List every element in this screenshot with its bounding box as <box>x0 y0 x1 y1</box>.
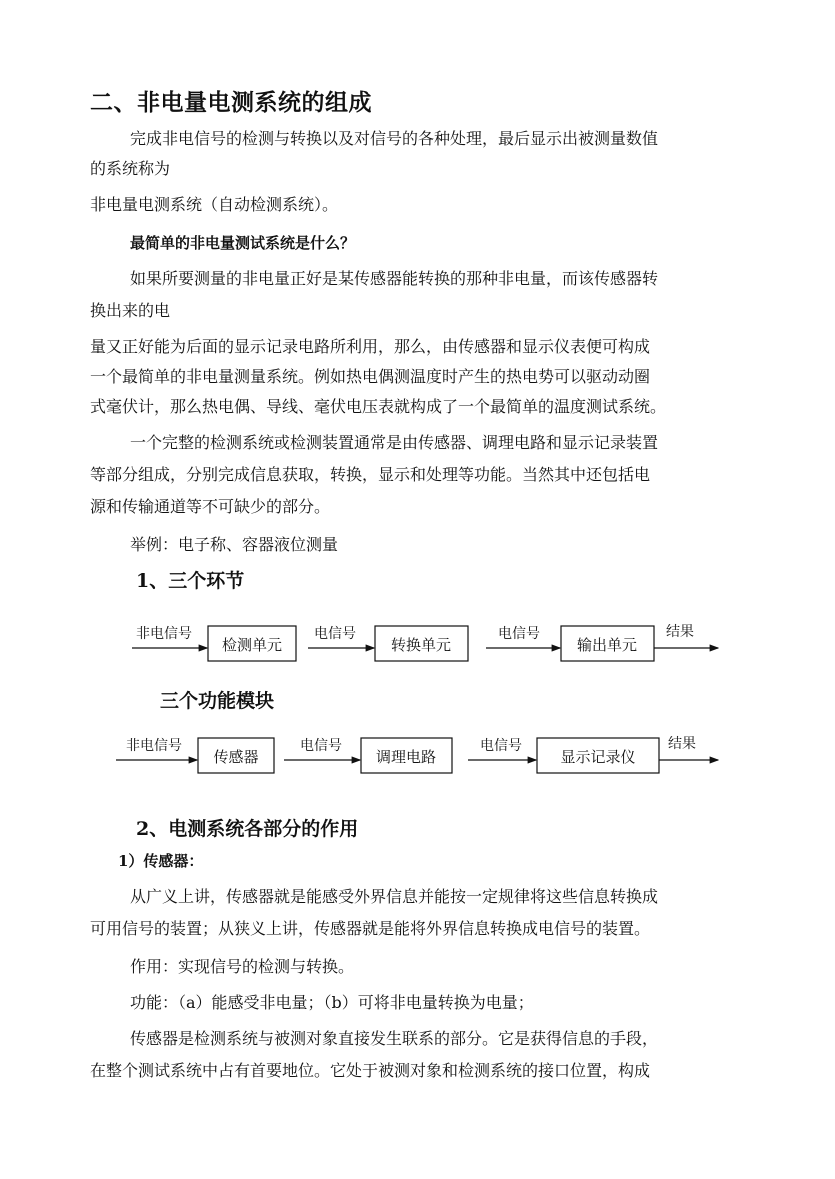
sensor-def-line-1: 从广义上讲，传感器就是能感受外界信息并能按一定规律将这些信息转换成 <box>130 887 659 906</box>
complete-line-2: 等部分组成，分别完成信息获取，转换，显示和处理等功能。当然其中还包括电 <box>90 465 651 484</box>
subheading-three-stages: 1、三个环节 <box>136 570 245 592</box>
input-label: 非电信号 <box>126 738 182 754</box>
conditioning-circuit-label: 调理电路 <box>375 748 437 766</box>
sensor-position-line-2: 在整个测试系统中占有首要地位。它处于被测对象和检测系统的接口位置，构成 <box>90 1061 651 1080</box>
complete-line-3: 源和传输通道等不可缺少的部分。 <box>90 497 331 516</box>
detection-unit-label: 检测单元 <box>221 636 283 654</box>
sensor-heading: 1）传感器： <box>118 852 204 870</box>
subheading-three-modules: 三个功能模块 <box>160 690 275 712</box>
complete-line-1: 一个完整的检测系统或检测装置通常是由传感器、调理电路和显示记录装置 <box>130 433 659 452</box>
display-recorder-label: 显示记录仪 <box>560 748 636 766</box>
mid-label-2: 电信号 <box>498 626 540 642</box>
answer-line-5: 式毫伏计，那么热电偶、导线、毫伏电压表就构成了一个最简单的温度测试系统。 <box>90 397 667 416</box>
answer-line-3: 量又正好能为后面的显示记录电路所利用，那么，由传感器和显示仪表便可构成 <box>90 337 651 356</box>
sensor-label: 传感器 <box>213 748 259 766</box>
conversion-unit-label: 转换单元 <box>390 636 452 654</box>
output-label: 结果 <box>666 624 694 640</box>
intro-line-1: 完成非电信号的检测与转换以及对信号的各种处理，最后显示出被测量数值 <box>130 129 659 148</box>
mid-label-2: 电信号 <box>480 738 522 754</box>
mid-label-1: 电信号 <box>300 738 342 754</box>
mid-label-1: 电信号 <box>314 626 356 642</box>
output-unit-label: 输出单元 <box>576 636 638 654</box>
subheading-roles: 2、电测系统各部分的作用 <box>136 818 359 840</box>
example-text: 举例：电子称、容器液位测量 <box>130 535 339 554</box>
sensor-def-line-2: 可用信号的装置；从狭义上讲，传感器就是能将外界信息转换成电信号的装置。 <box>90 919 651 938</box>
output-label: 结果 <box>668 736 696 752</box>
block-diagram-modules <box>0 728 835 788</box>
intro-line-2: 的系统称为 <box>90 159 171 178</box>
sensor-position-line-1: 传感器是检测系统与被测对象直接发生联系的部分。它是获得信息的手段， <box>130 1029 659 1048</box>
section-title: 二、非电量电测系统的组成 <box>90 89 372 116</box>
intro-line-3: 非电量电测系统（自动检测系统）。 <box>90 195 339 214</box>
question-heading: 最简单的非电量测试系统是什么？ <box>130 234 356 252</box>
answer-line-4: 一个最简单的非电量测量系统。例如热电偶测温度时产生的热电势可以驱动动圈 <box>90 367 651 386</box>
block-diagram-stages <box>0 612 835 672</box>
sensor-role: 作用：实现信号的检测与转换。 <box>130 957 355 976</box>
input-label: 非电信号 <box>136 626 192 642</box>
answer-line-1: 如果所要测量的非电量正好是某传感器能转换的那种非电量，而该传感器转 <box>130 269 659 288</box>
sensor-function: 功能：（a）能感受非电量；（b）可将非电量转换为电量； <box>130 993 534 1012</box>
answer-line-2: 换出来的电 <box>90 301 171 320</box>
